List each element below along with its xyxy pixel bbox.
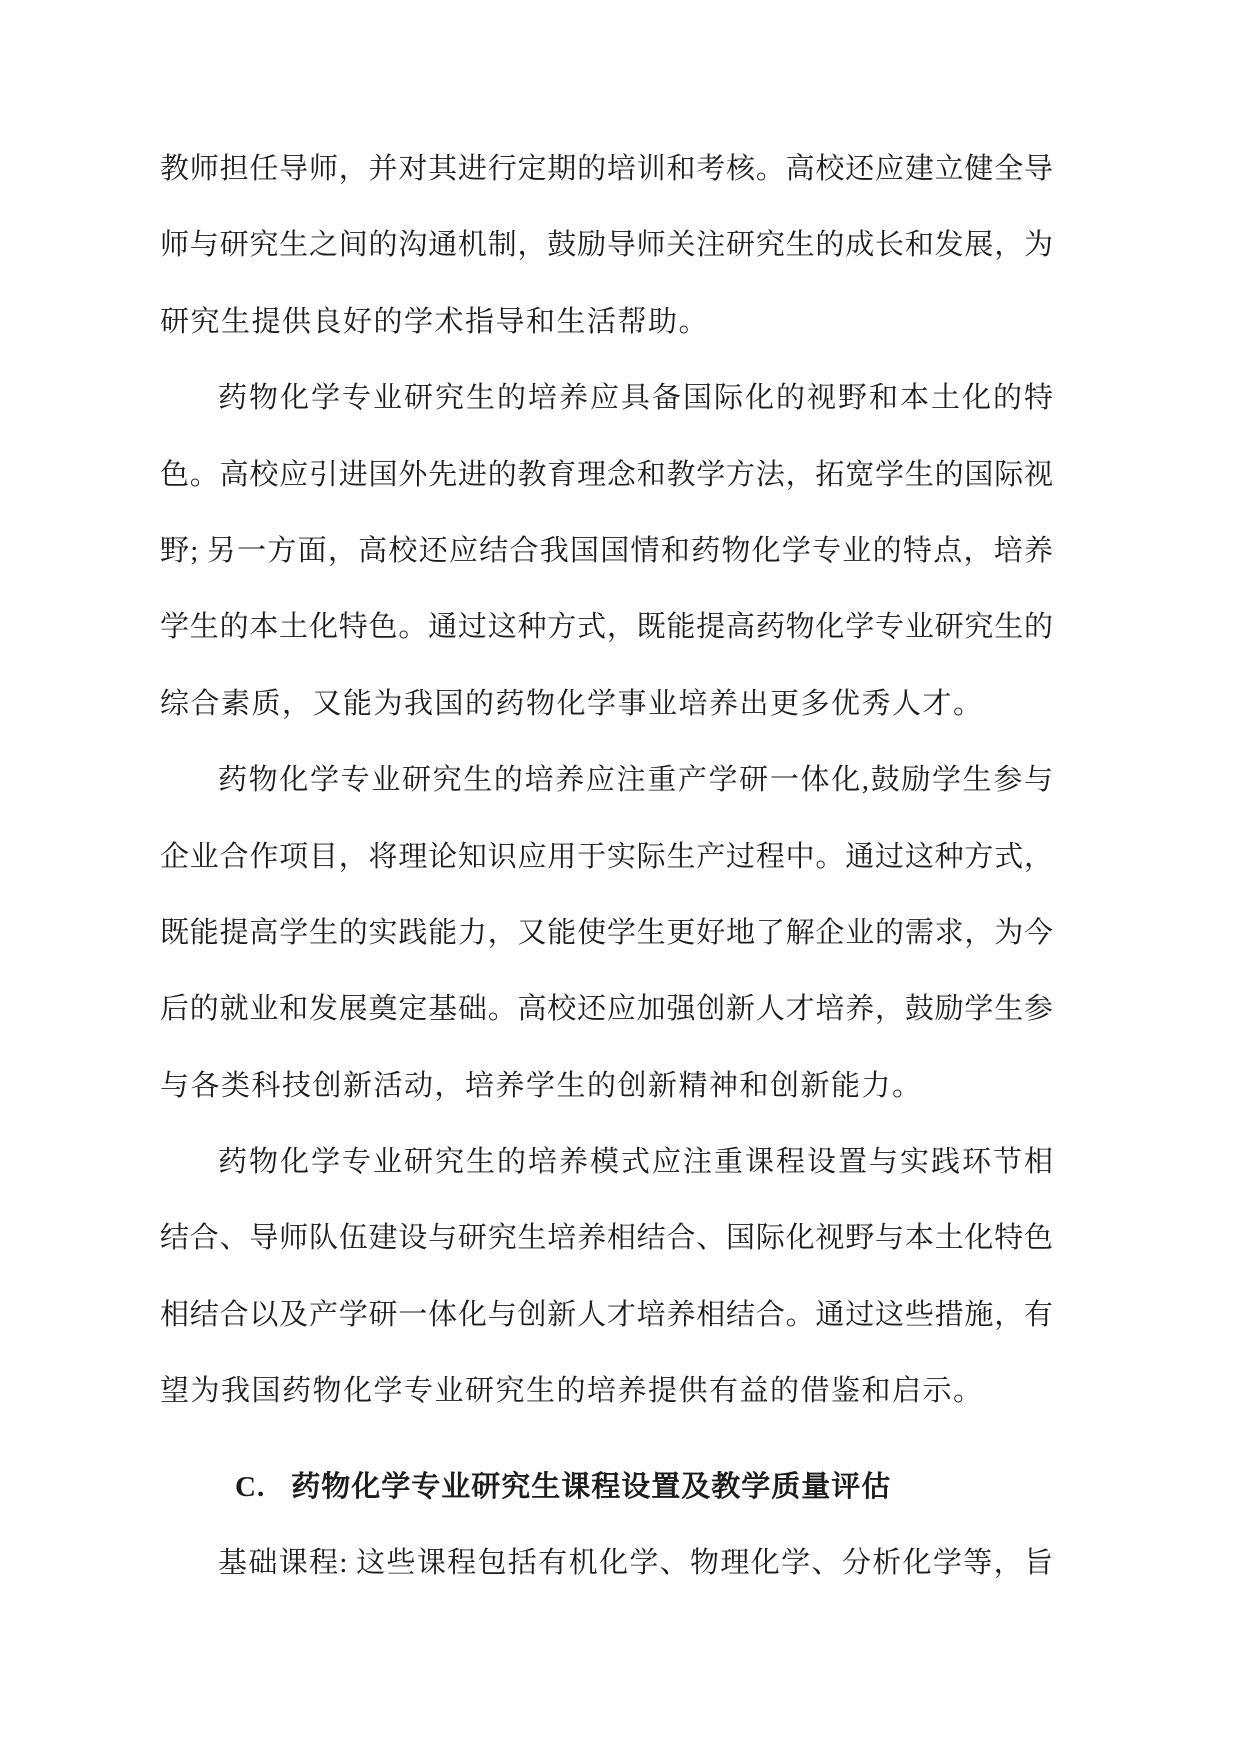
text-line: 药物化学专业研究生的培养应具备国际化的视野和本土化的特 [218,382,1053,415]
text-line: 综合素质，又能为我国的药物化学事业培养出更多优秀人才。 [160,687,984,720]
text-line: 教师担任导师，并对其进行定期的培训和考核。高校还应建立健全导 [160,153,1053,185]
text-line: 与各类科技创新活动，培养学生的创新精神和创新能力。 [160,1069,923,1102]
heading-text: 药物化学专业研究生课程设置及教学质量评估 [291,1470,892,1503]
text-line: 既能提高学生的实践能力，又能使学生更好地了解企业的需求，为今 [160,916,1053,949]
text-line: 药物化学专业研究生的培养应注重产学研一体化,鼓励学生参与 [218,764,1053,797]
body-before-heading [160,131,1053,1430]
text-line: 药物化学专业研究生的培养模式应注重课程设置与实践环节相 [218,1146,1053,1179]
text-line: 基础课程: 这些课程包括有机化学、物理化学、分析化学等，旨 [218,1547,1053,1580]
text-line: 研究生提供良好的学术指导和生活帮助。 [160,305,710,338]
text-line: 结合、导师队伍建设与研究生培养相结合、国际化视野与本土化特色 [160,1222,1053,1255]
text-line: 后的就业和发展奠定基础。高校还应加强创新人才培养，鼓励学生参 [160,993,1053,1026]
body-after-heading [160,1525,1053,1601]
page-text-content [160,131,1053,1601]
text-line: 色。高校应引进国外先进的教育理念和教学方法，拓宽学生的国际视 [160,458,1053,491]
text-line: 野; 另一方面，高校还应结合我国国情和药物化学专业的特点，培养 [160,534,1053,567]
heading-number: C. [235,1470,266,1503]
text-line: 相结合以及产学研一体化与创新人才培养相结合。通过这些措施，有 [160,1298,1053,1331]
text-line: 师与研究生之间的沟通机制，鼓励导师关注研究生的成长和发展，为 [160,229,1053,262]
section-heading [160,1449,1053,1525]
text-line: 望为我国药物化学专业研究生的培养提供有益的借鉴和启示。 [160,1375,984,1408]
text-line: 学生的本土化特色。通过这种方式，既能提高药物化学专业研究生的 [160,611,1053,644]
text-line: 企业合作项目，将理论知识应用于实际生产过程中。通过这种方式， [160,840,1053,873]
